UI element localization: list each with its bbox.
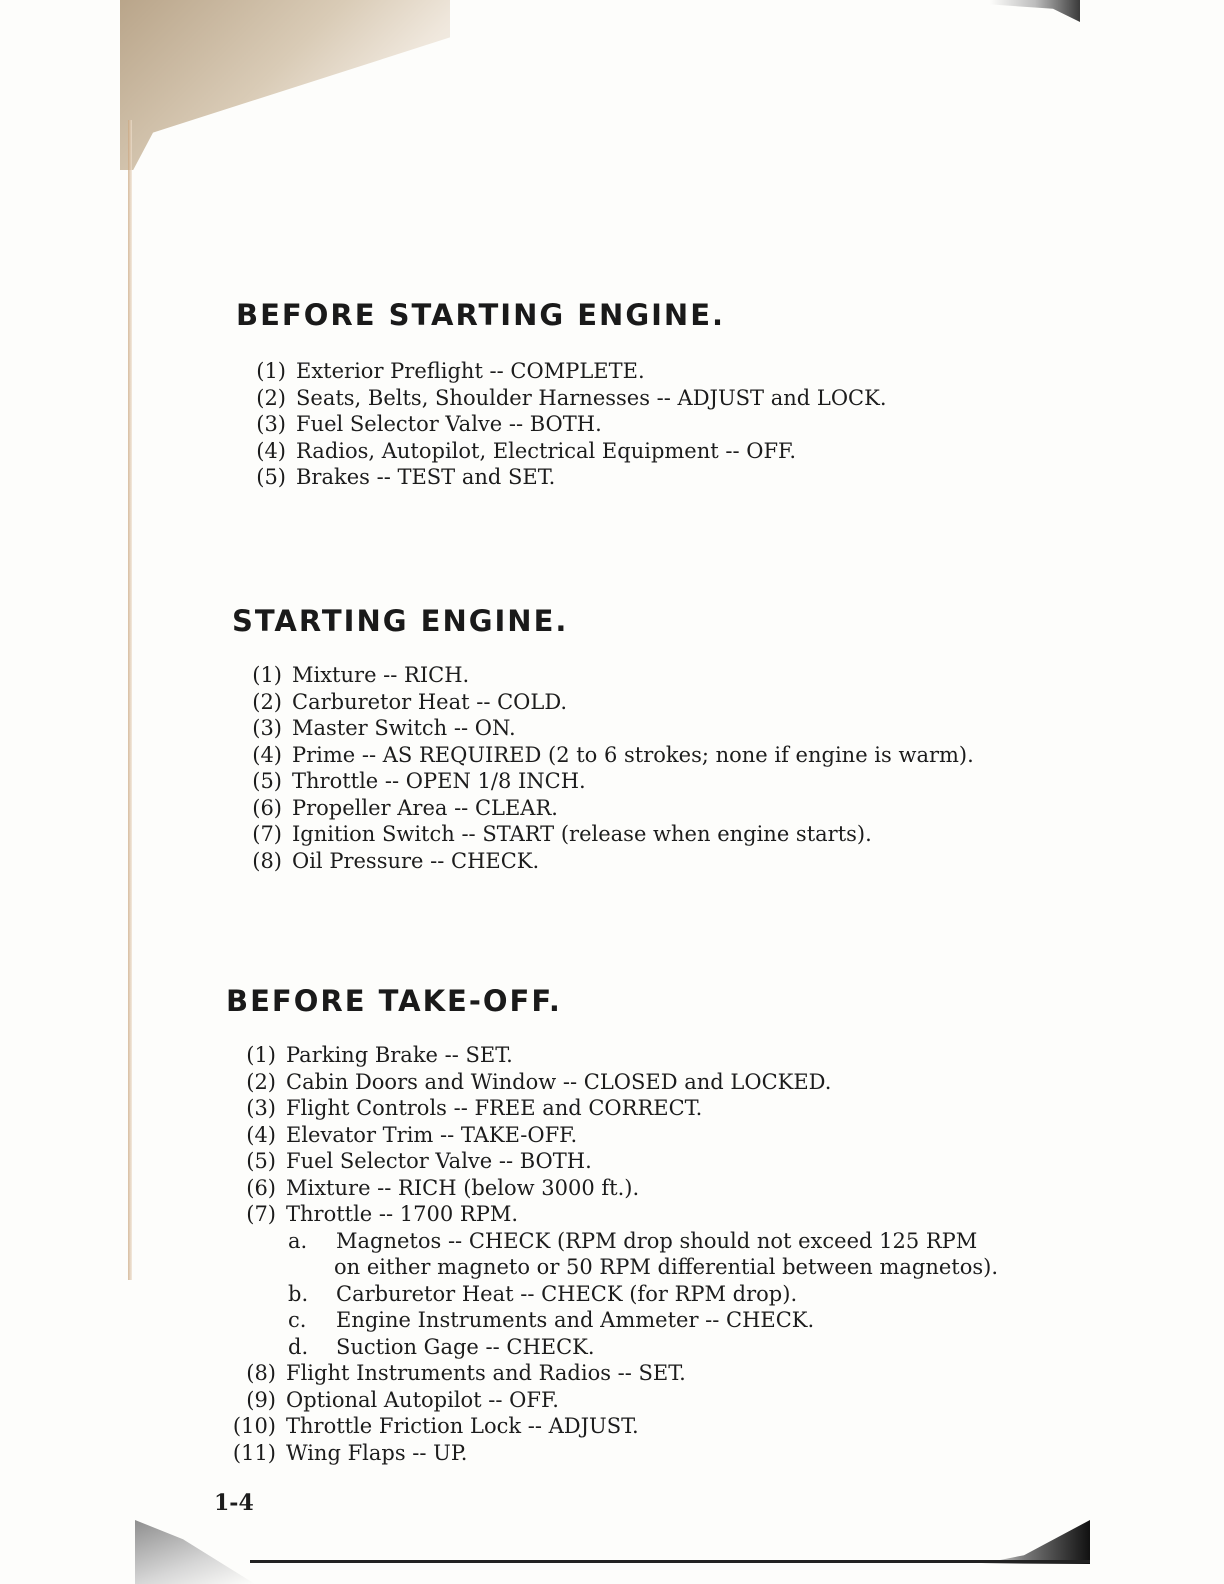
sub-list-item: d. Suction Gage -- CHECK. bbox=[288, 1334, 595, 1359]
list-item: (2) Carburetor Heat -- COLD. bbox=[252, 689, 568, 714]
section-heading-before-starting-engine: BEFORE STARTING ENGINE. bbox=[236, 298, 726, 332]
page-bottom-edge bbox=[250, 1560, 1090, 1563]
sub-list-item: c. Engine Instruments and Ammeter -- CHECK. bbox=[288, 1308, 815, 1332]
list-item: (7) Throttle -- 1700 RPM. bbox=[246, 1202, 519, 1226]
list-item: (4) Radios, Autopilot, Electrical Equipment -- OFF. bbox=[256, 438, 796, 463]
checklist-starting-engine bbox=[232, 662, 974, 874]
list-item: (5) Fuel Selector Valve -- BOTH. bbox=[246, 1149, 592, 1173]
list-item: (1) Exterior Preflight -- COMPLETE. bbox=[256, 359, 645, 383]
list-item: (8) Oil Pressure -- CHECK. bbox=[252, 848, 540, 873]
list-item: (7) Ignition Switch -- START (release when engine starts). bbox=[252, 822, 872, 846]
page-edge bbox=[128, 120, 132, 1280]
list-item: (9) Optional Autopilot -- OFF. bbox=[246, 1387, 559, 1412]
list-item: (2) Cabin Doors and Window -- CLOSED and LOCKED. bbox=[246, 1069, 832, 1094]
list-item: (5) Brakes -- TEST and SET. bbox=[256, 465, 556, 489]
list-item: (2) Seats, Belts, Shoulder Harnesses -- ADJUST and LOCK. bbox=[256, 385, 887, 410]
list-item: (6) Propeller Area -- CLEAR. bbox=[252, 795, 558, 820]
page-corner-shadow bbox=[980, 1520, 1090, 1564]
list-item: (1) Mixture -- RICH. bbox=[252, 663, 470, 687]
page-corner-shadow bbox=[120, 0, 450, 170]
page-number: 1-4 bbox=[214, 1490, 254, 1516]
checklist-before-starting-engine bbox=[236, 358, 887, 491]
list-item: (3) Fuel Selector Valve -- BOTH. bbox=[256, 412, 602, 436]
checklist-before-take-off bbox=[226, 1042, 998, 1466]
section-heading-before-take-off: BEFORE TAKE-OFF. bbox=[226, 984, 562, 1018]
section-heading-starting-engine: STARTING ENGINE. bbox=[232, 604, 569, 638]
sub-list-item-continuation: on either magneto or 50 RPM differential between magnetos). bbox=[334, 1255, 999, 1279]
list-item: (5) Throttle -- OPEN 1/8 INCH. bbox=[252, 769, 586, 793]
list-item: (3) Master Switch -- ON. bbox=[252, 716, 516, 740]
list-item: (10) Throttle Friction Lock -- ADJUST. bbox=[232, 1414, 639, 1438]
sub-list-item: b. Carburetor Heat -- CHECK (for RPM drop). bbox=[288, 1281, 798, 1306]
list-item: (11) Wing Flaps -- UP. bbox=[232, 1440, 468, 1465]
list-item: (4) Elevator Trim -- TAKE-OFF. bbox=[246, 1122, 578, 1147]
list-item: (6) Mixture -- RICH (below 3000 ft.). bbox=[246, 1175, 640, 1200]
page-corner-shadow bbox=[990, 0, 1080, 22]
sub-list-item: a. Magnetos -- CHECK (RPM drop should not exceed 125 RPM bbox=[288, 1228, 978, 1253]
list-item: (4) Prime -- AS REQUIRED (2 to 6 strokes; none if engine is warm). bbox=[252, 742, 974, 767]
page-corner-shadow bbox=[135, 1520, 255, 1584]
list-item: (8) Flight Instruments and Radios -- SET. bbox=[246, 1361, 686, 1385]
list-item: (1) Parking Brake -- SET. bbox=[246, 1043, 513, 1067]
list-item: (3) Flight Controls -- FREE and CORRECT. bbox=[246, 1096, 703, 1120]
